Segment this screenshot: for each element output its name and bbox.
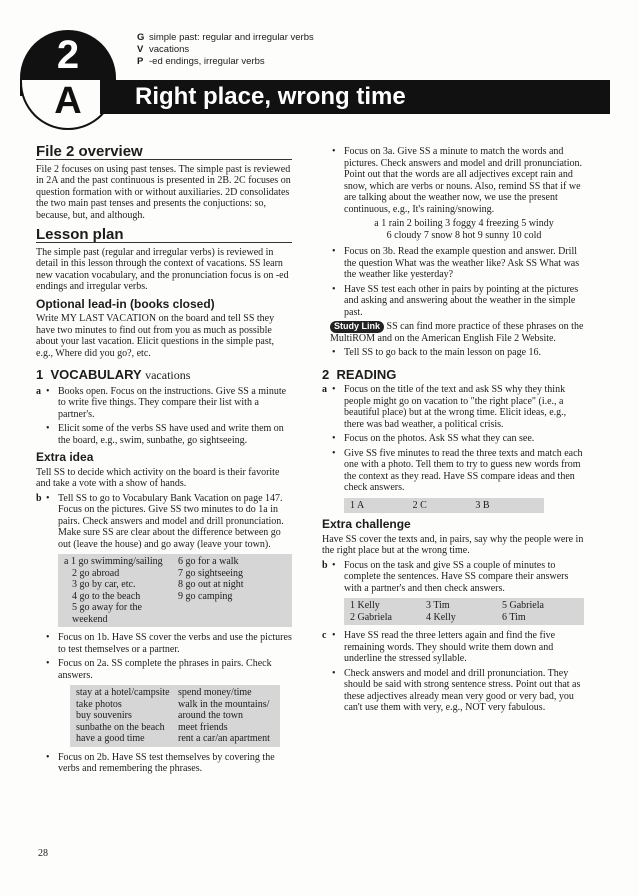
answer-cell: walk in the mountains/ [178, 698, 270, 710]
answer-cell: 3 B [475, 499, 490, 511]
list-item: • Focus on the photos. Ask SS what they can see. [332, 433, 535, 444]
answer-box-sentences [344, 598, 584, 625]
page-title: Right place, wrong time [135, 83, 406, 110]
answer-cell: rent a car/an apartment [178, 733, 270, 744]
leadin-heading: Optional lead-in (books closed) [36, 296, 215, 311]
list-item: a • Books open. Focus on the instructions. Give SS a minute to write five things. They compare their list with a partner's. [36, 385, 287, 420]
answer-cell: buy souvenirs [76, 710, 132, 721]
lesson-plan-heading: Lesson plan [36, 229, 292, 243]
list-item: b • Focus on the task and give SS a couple of minutes to complete the sentences. Have SS compare their answers with a partner's and then check answers. [322, 559, 569, 594]
study-link: Study Link SS can find more practice of these phrases on the MultiROM and on the American English File 2 Website. [330, 321, 584, 344]
answer-cell: 4 Kelly [426, 611, 456, 623]
answer-cell: 9 go camping [178, 590, 233, 602]
list-item: • Elicit some of the verbs SS have used and write them on the board, e.g., swim, sunbathe, go sightseeing. [46, 423, 284, 446]
list-item: • Focus on 2b. Have SS test themselves by covering the verbs and remembering the phrases. [46, 751, 275, 774]
answer-cell: spend money/time [178, 687, 252, 698]
answer-cell: meet friends [178, 721, 228, 733]
overview-text: File 2 focuses on using past tenses. The simple past is reviewed in 2A and the past continuous is presented in 2B. 2C focuses on question formation with or without auxiliaries. 2D consolidates the two main past tenses and presents the conjuctions: so, because, but, and although. [36, 163, 291, 221]
extra-challenge-heading: Extra challenge [322, 517, 411, 531]
answer-cell [178, 602, 286, 625]
list-item: • Focus on 1b. Have SS cover the verbs and use the pictures to test themselves or a partner. [46, 632, 292, 655]
overview-heading: File 2 overview [36, 146, 292, 160]
answer-cell: 3 go by car, etc. [72, 579, 136, 590]
answer-cell: 6 Tim [502, 611, 526, 623]
answer-cell: 2 Gabriela [350, 611, 392, 623]
focus-grammar: G simple past: regular and irregular verbs [137, 32, 314, 43]
answer-cell: 8 go out at night [178, 579, 244, 590]
list-item: • Focus on 3b. Read the example question and answer. Drill the question What was the weather like? Ask SS What was the weather like yesterday? [332, 246, 580, 280]
lesson-focus [137, 32, 314, 68]
answer-row: 6 cloudy 7 snow 8 hot 9 sunny 10 cold [386, 229, 542, 241]
focus-pronunciation: P -ed endings, irregular verbs [137, 56, 265, 67]
answer-cell: sunbathe on the beach [76, 721, 165, 733]
unit-letter: A [54, 80, 82, 122]
unit-number: 2 [56, 33, 80, 77]
answer-cell: 1 A [350, 499, 365, 511]
list-item: a • Focus on the title of the text and ask SS why they think people might go on vacation to "the right place" (i.e., a beautiful place) but at the wrong time. Elicit ideas, e.g., there was bad weather, a political crisis. [322, 384, 567, 430]
list-item: • Give SS five minutes to read the three texts and match each one with a photo. Tell them to try to guess new words from the context as they read. Have SS compare ideas and then check answers. [332, 447, 583, 493]
list-item: • Tell SS to go back to the main lesson on page 16. [332, 347, 542, 358]
answer-cell: 2 C [412, 499, 427, 511]
answer-cell: 7 go sightseeing [178, 567, 243, 579]
left-column [36, 143, 292, 778]
extra-idea-heading: Extra idea [36, 450, 94, 464]
list-item: • Have SS test each other in pairs by pointing at the pictures and asking and answering about the weather in the simple past. [332, 283, 579, 318]
answer-cell: 2 go abroad [72, 567, 120, 579]
answer-box-weather [344, 218, 584, 241]
list-item: c • Have SS read the three letters again and find the five remaining words. They should write them down and underline the stressed syllable. [322, 630, 556, 664]
extra-idea-text: Tell SS to decide which activity on the board is their favorite and take a vote with a show of hands. [36, 466, 280, 489]
answer-cell: 1 Kelly [350, 600, 380, 611]
page-number: 28 [38, 848, 48, 859]
answer-cell: 6 go for a walk [178, 556, 239, 567]
answer-box-matching [344, 498, 544, 514]
list-item: • Focus on 2a. SS complete the phrases in pairs. Check answers. [46, 658, 272, 681]
answer-row: a 1 rain 2 boiling 3 foggy 4 freezing 5 windy [374, 218, 554, 229]
answer-box-phrases [70, 685, 280, 747]
answer-cell: a 1 go swimming/sailing [64, 556, 163, 567]
answer-cell: 5 Gabriela [502, 600, 544, 611]
right-column [322, 146, 584, 717]
answer-box-vocabulary [58, 554, 292, 627]
extra-challenge-text: Have SS cover the texts and, in pairs, say why the people were in the right place but at the wrong time. [322, 533, 584, 556]
list-item: • Focus on 3a. Give SS a minute to match the words and pictures. Check answers and model and drill pronunciation. Point out that the words are all adjectives except rain and snow, which are verbs or nouns. Also, remind SS that if we are talking about the weather now, we use the present continuous, e.g., It's raining/snowing. [332, 146, 582, 215]
answer-cell: 4 go to the beach [72, 590, 141, 602]
list-item: b • Tell SS to go to Vocabulary Bank Vacation on page 147. Focus on the pictures. Give SS two minutes to do 1a in pairs. Check answers and model and drill pronunciation. Make sure SS are clear about the difference between go out (leave the house) and go away (leave your town). [36, 492, 284, 550]
answer-cell: stay at a hotel/campsite [76, 687, 170, 698]
answer-cell: have a good time [76, 733, 145, 744]
lesson-plan-text: The simple past (regular and irregular verbs) is reviewed in detail in this lesson through the context of vacations. SS learn new vacation vocabulary, and the pronunciation focus is on -ed endings and irregular verbs. [36, 246, 289, 292]
study-link-badge: Study Link [330, 321, 384, 333]
leadin-text: Write MY LAST VACATION on the board and tell SS they have two minutes to find out from you as much as possible about your last vacation. Elicit questions in the simple past, e.g., Where did you go?, etc. [36, 313, 275, 359]
answer-cell: take photos [76, 698, 122, 710]
vocabulary-heading: 1 VOCABULARY vacations [36, 367, 191, 382]
list-item: • Check answers and model and drill pronunciation. They should be said with strong sentence stress. Point out that as these adjectives already mean very good or very bad, you can't use them with very, e.g., NOT very fabulous. [332, 667, 581, 713]
answer-cell: 5 go away for the weekend [72, 602, 142, 625]
answer-cell: around the town [178, 710, 243, 721]
focus-vocabulary: V vacations [137, 44, 190, 55]
reading-heading: 2 READING [322, 366, 397, 382]
answer-cell: 3 Tim [426, 600, 450, 611]
